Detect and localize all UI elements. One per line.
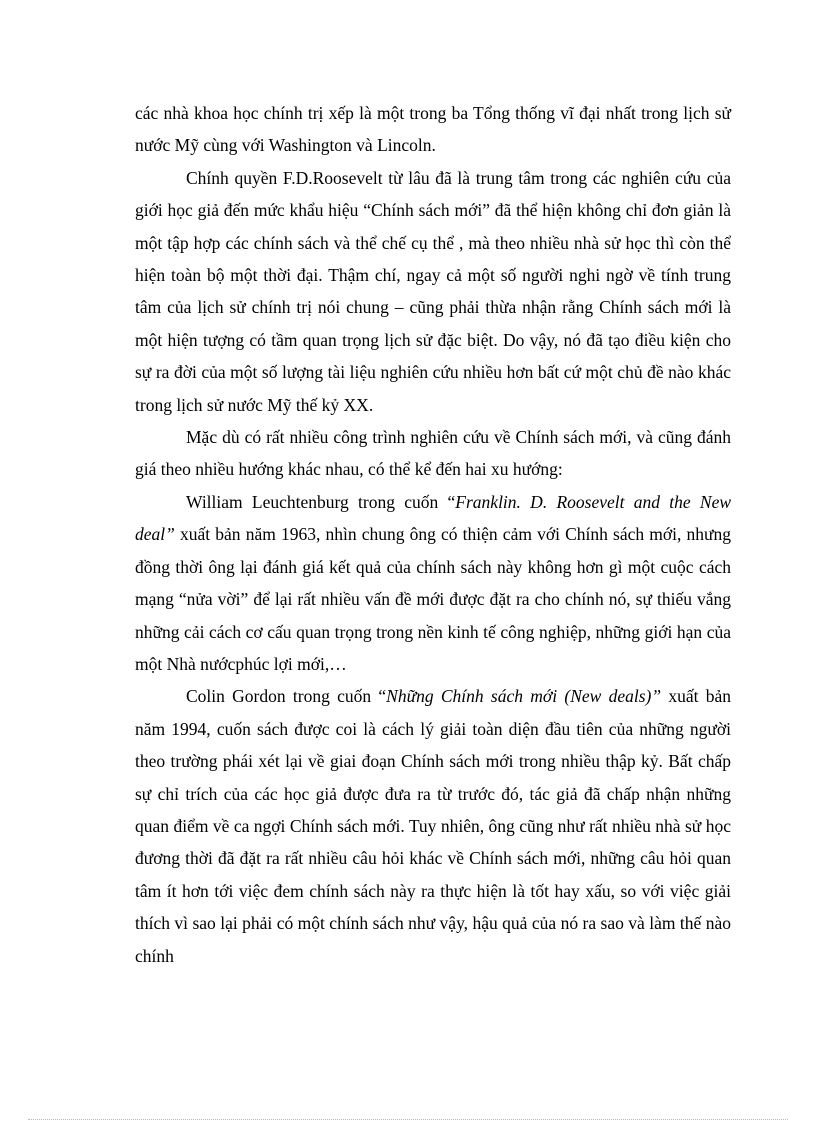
paragraph-5-rest: xuất bản năm 1994, cuốn sách được coi là cách lý giải toàn diện đầu tiên của những người theo trường phái xét lại về giai đoạn Chính sách mới trong nhiều thập kỷ. Bất chấp sự chỉ trích của các học giả được đưa ra từ trước đó, tác giả đã chấp nhận những quan điểm về ca ngợi Chính sách mới. Tuy nhiên, ông cũng như rất nhiều nhà sử học đương thời đã đặt ra rất nhiều câu hỏi khác về Chính sách mới, những câu hỏi quan tâm ít hơn tới việc đem chính sách này ra thực hiện là tốt hay xấu, so với việc giải thích vì sao lại phải có một chính sách như vậy, hậu quả của nó ra sao và làm thế nào chính [135,686,732,966]
paragraph-5-lead: Colin Gordon trong cuốn “ [186,686,387,707]
paragraph-4-rest: xuất bản năm 1963, nhìn chung ông có thiện cảm với Chính sách mới, nhưng đồng thời ông lại đánh giá kết quả của chính sách này không hơn gì một cuộc cách mạng “nửa vời” để lại rất nhiều vấn đề mới được đặt ra cho chính nó, sự thiếu vắng những cải cách cơ cấu quan trọng trong nền kinh tế công nghiệp, những giới hạn của một Nhà nướcphúc lợi mới,… [135,524,731,674]
paragraph-1: các nhà khoa học chính trị xếp là một trong ba Tổng thống vĩ đại nhất trong lịch sử nước Mỹ cùng với Washington và Lincoln. [135,103,731,156]
book-title-leuchtenburg: Franklin. D. Roosevelt and the New deal” [135,491,732,545]
book-title-gordon: Những Chính sách mới (New deals)” [386,686,662,707]
paragraph-2: Chính quyền F.D.Roosevelt từ lâu đã là trung tâm trong các nghiên cứu của giới học giả đến mức khẩu hiệu “Chính sách mới” đã thể hiện không chỉ đơn giản là một tập hợp các chính sách và thể chế cụ thể , mà theo nhiều nhà sử học thì còn thể hiện toàn bộ một thời đại. Thậm chí, ngay cả một số người nghi ngờ về tính trung tâm của lịch sử chính trị nói chung – cũng phải thừa nhận rằng Chính sách mới là một hiện tượng có tầm quan trọng lịch sử đặc biệt. Do vậy, nó đã tạo điều kiện cho sự ra đời của một số lượng tài liệu nghiên cứu nhiều hơn bất cứ một chủ đề nào khác trong lịch sử nước Mỹ thế kỷ XX. [135,167,731,415]
paragraph-4-lead: William Leuchtenburg trong cuốn “ [186,491,456,512]
paragraph-4 [135,486,731,680]
page-bottom-divider [28,1119,788,1120]
document-body [135,97,731,972]
paragraph-5 [135,680,731,972]
paragraph-3: Mặc dù có rất nhiều công trình nghiên cứu về Chính sách mới, và cũng đánh giá theo nhiều hướng khác nhau, có thể kể đến hai xu hướng: [135,427,731,480]
